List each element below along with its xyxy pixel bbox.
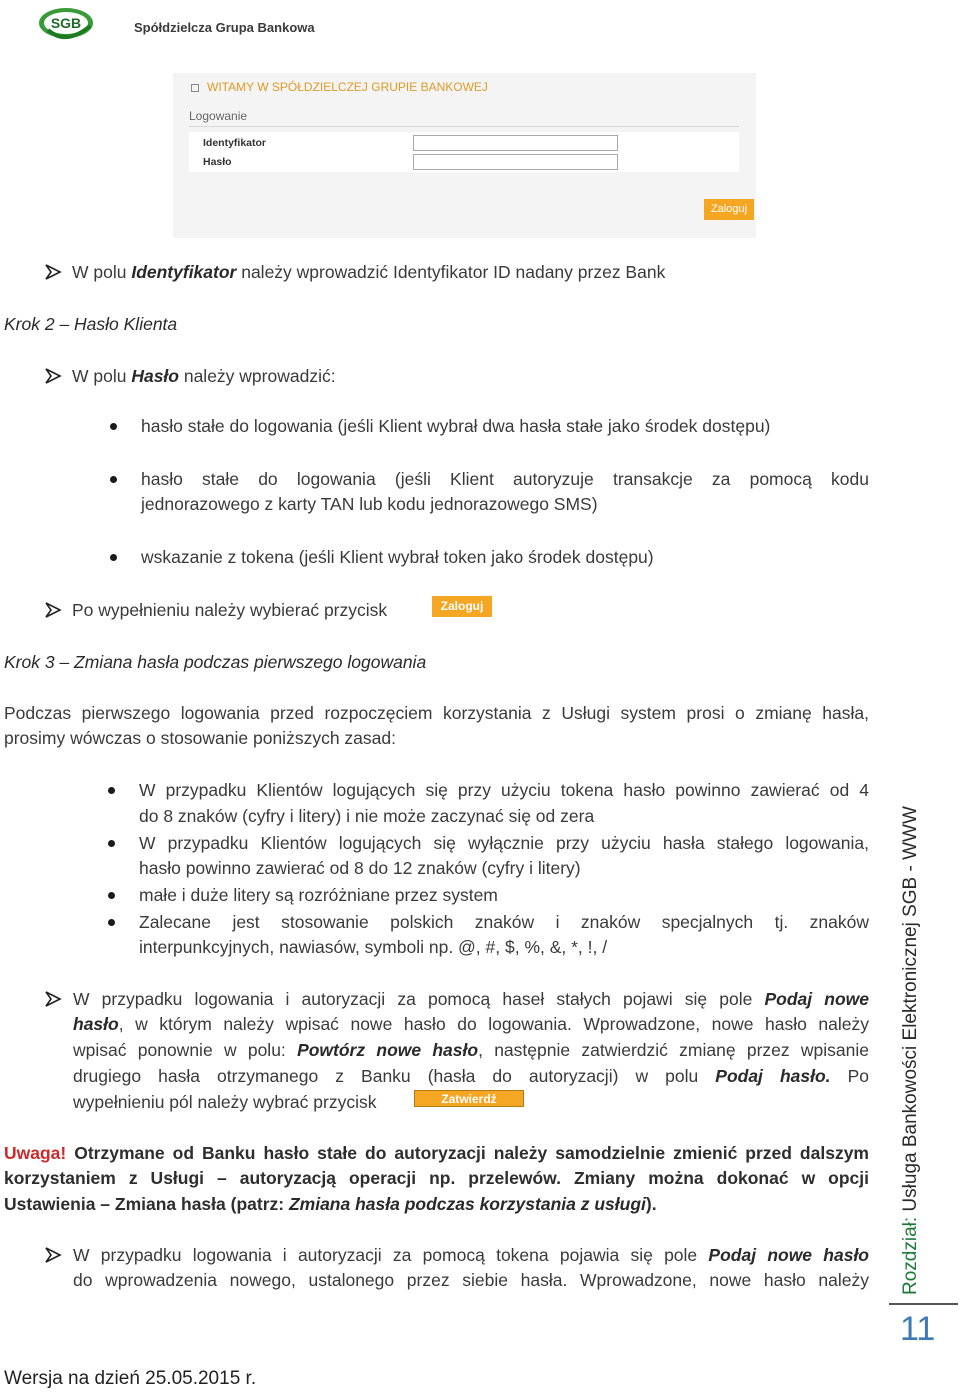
bullet-dot [108, 892, 115, 899]
zaloguj-button[interactable]: Zaloguj [704, 199, 754, 220]
list-item-cont: jednorazowego z karty TAN lub kodu jednorazowego SMS) [141, 494, 598, 514]
login-screenshot [173, 73, 756, 238]
rule-item: W przypadku Klientów logujących się przy użyciu tokena hasło powinno zawierać od 4 [139, 780, 869, 800]
password-change-paragraph: W przypadku logowania i autoryzacji za pomocą haseł stałych pojawi się pole Podaj nowe [73, 989, 870, 1009]
haslo-input[interactable] [413, 154, 618, 170]
token-paragraph: W przypadku logowania i autoryzacji za pomocą tokena pojawia się pole Podaj nowe hasło [73, 1245, 869, 1265]
rule-item: Zalecane jest stosowanie polskich znaków i znaków specjalnych tj. znaków [139, 912, 869, 932]
warning-text: Uwaga! Otrzymane od Banku hasło stałe do autoryzacji należy samodzielnie zmienić przed dalszym [4, 1143, 869, 1163]
step2-heading: Krok 2 – Hasło Klienta [4, 314, 178, 334]
list-item: hasło stałe do logowania (jeśli Klient autoryzuje transakcje za pomocą kodu [141, 469, 869, 489]
rule-item-cont: interpunkcyjnych, nawiasów, symboli np. @, #, $, %, &, *, !, / [139, 937, 608, 957]
token-paragraph: do wprowadzenia nowego, ustalonego przez siebie hasła. Wprowadzone, nowe hasło należy [73, 1270, 869, 1290]
zaloguj-instruction: Po wypełnieniu należy wybierać przycisk [72, 600, 388, 620]
logo-text: Spółdzielcza Grupa Bankowa [134, 20, 315, 35]
list-item: hasło stałe do logowania (jeśli Klient wybrał dwa hasła stałe jako środek dostępu) [141, 416, 771, 436]
rule-item-cont: do 8 znaków (cyfry i litery) i nie może zaczynać się od zera [139, 806, 595, 826]
haslo-instruction: W polu Hasło należy wprowadzić: [72, 366, 336, 386]
password-change-paragraph: wpisać ponownie w polu: Powtórz nowe hasło, następnie zatwierdzić zmianę przez wpisanie [73, 1040, 870, 1060]
password-change-paragraph: hasło, w którym należy wpisać nowe hasło do logowania. Wprowadzone, nowe hasło należy [73, 1014, 869, 1034]
identyfikator-instruction: W polu Identyfikator należy wprowadzić Identyfikator ID nadany przez Bank [72, 262, 666, 282]
version-footer: Wersja na dzień 25.05.2015 r. [4, 1368, 257, 1389]
password-change-paragraph: drugiego hasła otrzymanego z Banku (hasła do autoryzacji) w polu Podaj hasło. Po [73, 1066, 869, 1086]
banner-text: WITAMY W SPÓŁDZIELCZEJ GRUPIE BANKOWEJ [207, 80, 488, 94]
divider [189, 126, 739, 127]
bullet-dot [110, 476, 117, 483]
arrowhead-bullet-icon [44, 367, 62, 385]
password-change-paragraph: wypełnieniu pól należy wybrać przycisk [73, 1092, 377, 1112]
haslo-label: Hasło [203, 156, 232, 168]
chapter-sidebar: Rozdział: Usługa Bankowości Elektronicznej SGB - WWW [900, 806, 921, 1295]
page-number-rule [889, 1303, 958, 1305]
bullet-dot [108, 787, 115, 794]
warning-text: korzystaniem z Usługi – autoryzacją operacji np. przelewów. Zmiany można dokonać w opcji [4, 1168, 869, 1188]
rule-item: W przypadku Klientów logujących się wyłącznie przy użyciu hasła stałego logowania, [139, 833, 869, 853]
login-banner [179, 77, 754, 97]
warning-text: Ustawienia – Zmiana hasła (patrz: Zmiana hasła podczas korzystania z usługi). [4, 1194, 657, 1214]
bullet-dot [110, 423, 117, 430]
paragraph: Podczas pierwszego logowania przed rozpoczęciem korzystania z Usługi system prosi o zmianę hasła, [4, 703, 869, 723]
banner-square-icon [191, 84, 199, 92]
identyfikator-input[interactable] [413, 135, 618, 151]
arrowhead-bullet-icon [44, 601, 62, 619]
paragraph-cont: prosimy wówczas o stosowanie poniższych zasad: [4, 728, 396, 748]
zaloguj-button-image[interactable]: Zaloguj [432, 596, 492, 617]
list-item: wskazanie z tokena (jeśli Klient wybrał token jako środek dostępu) [141, 547, 654, 567]
identyfikator-label: Identyfikator [203, 137, 267, 149]
arrowhead-bullet-icon [44, 990, 62, 1008]
rule-item: małe i duże litery są rozróżniane przez system [139, 885, 498, 905]
page-number: 11 [900, 1310, 936, 1348]
bullet-dot [108, 919, 115, 926]
arrowhead-bullet-icon [44, 1246, 62, 1264]
zatwierdz-button-image[interactable]: Zatwierdź [414, 1090, 524, 1107]
logo-mark: SGB [50, 15, 82, 31]
sgb-logo-icon [38, 6, 98, 40]
sgb-logo [38, 6, 315, 40]
arrowhead-bullet-icon [44, 263, 62, 281]
rule-item-cont: hasło powinno zawierać od 8 do 12 znaków (cyfry i litery) [139, 858, 581, 878]
login-subtitle: Logowanie [189, 109, 248, 123]
step3-heading: Krok 3 – Zmiana hasła podczas pierwszego logowania [4, 652, 427, 672]
bullet-dot [110, 554, 117, 561]
login-form [189, 132, 739, 172]
bullet-dot [108, 840, 115, 847]
